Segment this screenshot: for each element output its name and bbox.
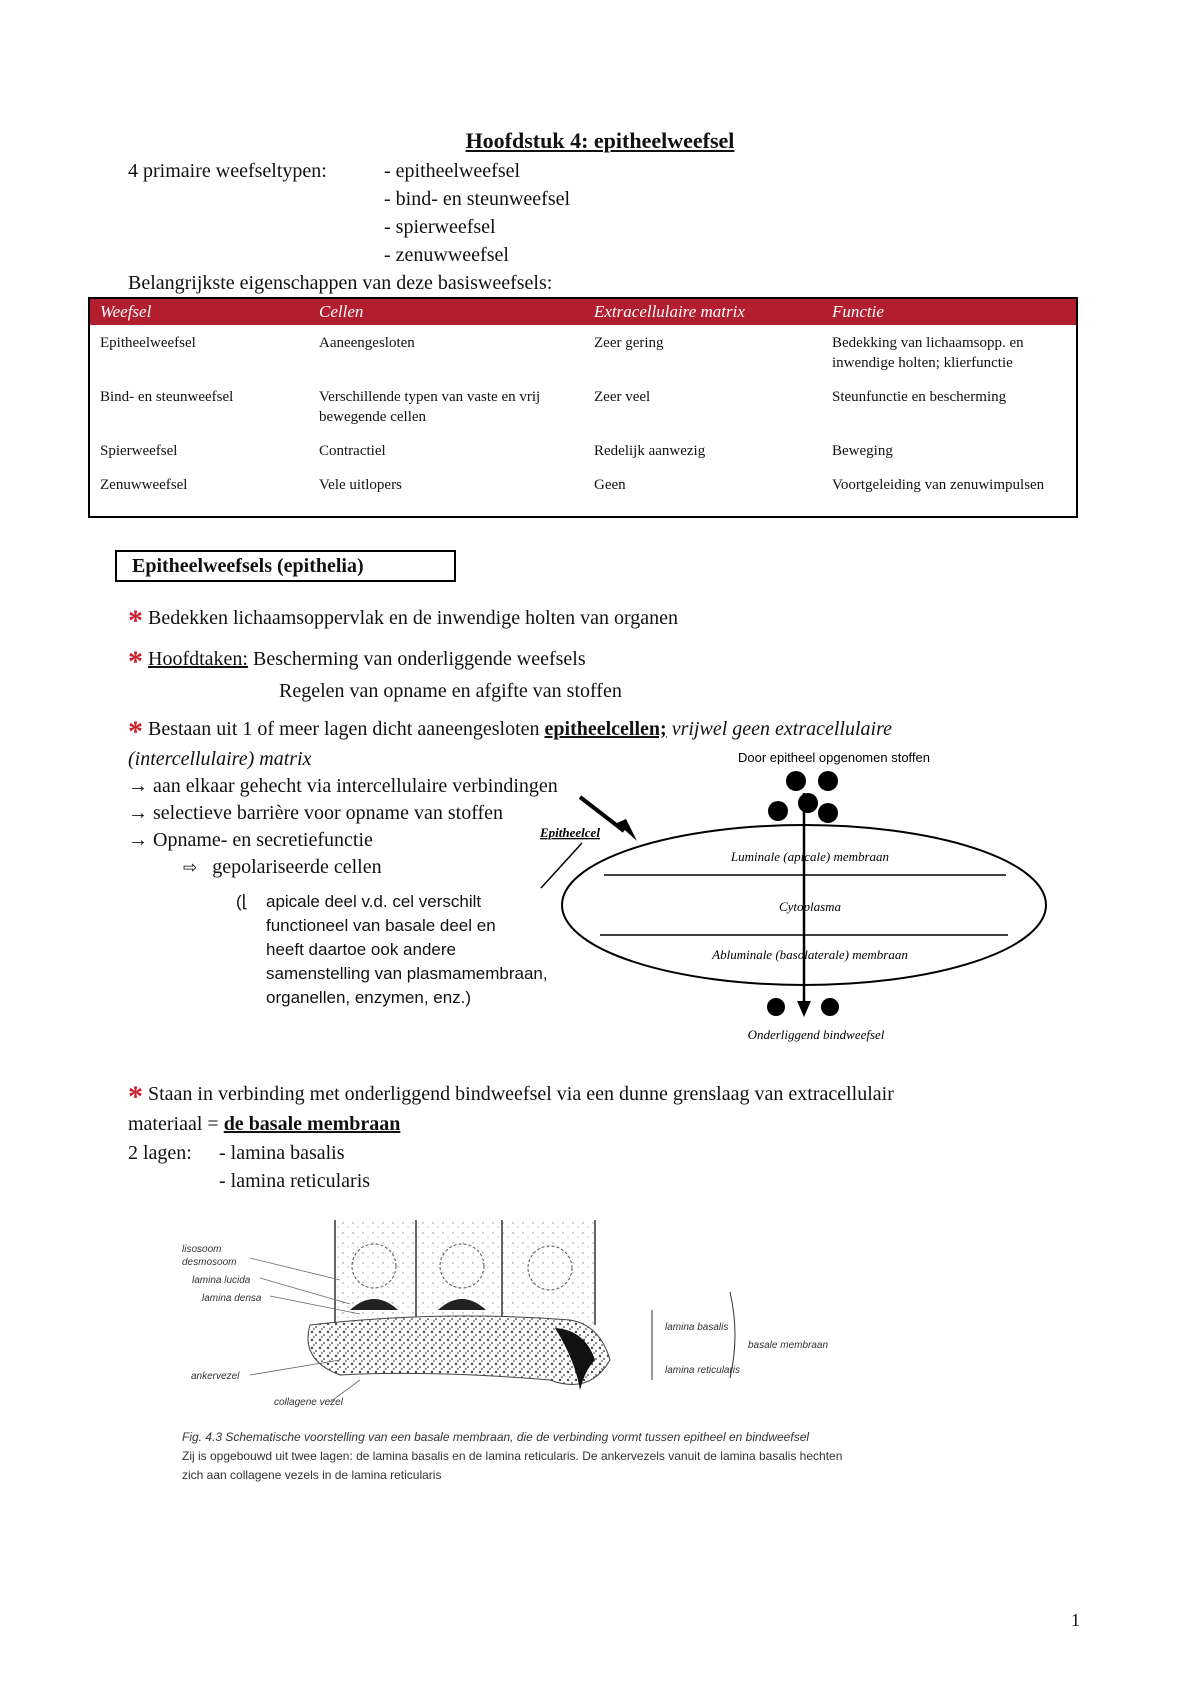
table-cell: Steunfunctie en bescherming: [832, 389, 1007, 405]
molecule-dot: [818, 803, 838, 823]
abluminal-label: Abluminale (basolaterale) membraan: [712, 947, 908, 962]
basale-membraan-term: de basale membraan: [223, 1113, 401, 1135]
fig-label-left: desmosoom: [182, 1257, 237, 1268]
table-cell: Zeer veel: [594, 389, 651, 405]
note-line: apicale deel v.d. cel verschilt: [266, 892, 482, 911]
top-label: Door epitheel opgenomen stoffen: [737, 750, 931, 765]
bullet-1: [128, 604, 678, 638]
polar-line: [183, 856, 382, 879]
table-cell: Beweging: [832, 443, 893, 459]
table-row: [89, 467, 1077, 517]
molecule-dot: [786, 771, 806, 791]
section-heading: Epitheelweefsels (epithelia): [115, 550, 456, 582]
molecule-dot: [821, 998, 839, 1016]
note-line: samenstelling van plasmamembraan,: [266, 964, 548, 983]
star-icon: *: [128, 1080, 143, 1113]
bracket-icon: (⌊: [236, 892, 249, 911]
header-matrix: Extracellulaire matrix: [584, 298, 822, 325]
type-item: - bind- en steunweefsel: [384, 188, 571, 210]
bullet-2-line-2: Regelen van opname en afgifte van stoffen: [279, 680, 622, 702]
header-functie: Functie: [822, 298, 1077, 325]
luminal-label: Luminale (apicale) membraan: [730, 849, 890, 864]
header-cellen: Cellen: [309, 298, 584, 325]
bullet-3: [128, 715, 892, 749]
arrow-line-1: → aan elkaar gehecht via intercellulaire verbindingen: [128, 775, 558, 797]
fig-label-left: ankervezel: [191, 1371, 240, 1382]
table-cell: Zeer gering: [594, 335, 664, 351]
table-cell: Vele uitlopers: [319, 477, 402, 493]
star-icon: *: [128, 604, 143, 637]
type-item: - zenuwweefsel: [384, 244, 509, 266]
transport-arrow-head: [797, 1001, 811, 1017]
arrow-line-3: → Opname- en secretiefunctie: [128, 829, 373, 851]
note-line: heeft daartoe ook andere: [266, 940, 456, 959]
fig-label-right: lamina reticularis: [665, 1365, 741, 1376]
fig-label-left: lamina lucida: [192, 1275, 251, 1286]
layer-item: - lamina basalis: [219, 1142, 345, 1164]
basal-membrane-figure: [182, 1210, 970, 1460]
bullet-4: [128, 1080, 894, 1114]
header-weefsel: Weefsel: [89, 298, 309, 325]
type-item: - spierweefsel: [384, 216, 496, 238]
table-row: [89, 433, 1077, 467]
note-line: organellen, enzymen, enz.): [266, 988, 472, 1007]
bullet-2-text: Bescherming van onderliggende weefsels: [252, 648, 586, 670]
fig-label-right: lamina basalis: [665, 1322, 729, 1333]
tissue-properties-table: [88, 297, 1078, 518]
epitheelcel-label: Epitheelcel: [540, 825, 600, 840]
table-row: [89, 325, 1077, 379]
bullet-4-text: Staan in verbinding met onderliggend bindweefsel via een dunne grenslaag van extracellulair: [148, 1083, 894, 1105]
table-cell: Voortgeleiding van zenuwimpulsen: [832, 477, 1045, 493]
bullet-3-text: Bestaan uit 1 of meer lagen dicht aaneengesloten: [148, 718, 545, 740]
bullet-1-text: Bedekken lichaamsoppervlak en de inwendige holten van organen: [148, 607, 679, 629]
page-title: Hoofdstuk 4: epitheelweefsel: [465, 128, 735, 153]
table-cell: Contractiel: [319, 443, 386, 459]
note-line: functioneel van basale deel en: [266, 916, 496, 935]
figure-caption-2: Zij is opgebouwd uit twee lagen: de lamina basalis en de lamina reticularis. De ankervezels vanuit de lamina basalis hechten: [182, 1449, 843, 1463]
molecule-dot: [768, 801, 788, 821]
epithelial-cells: [335, 1220, 595, 1330]
table-cell: Redelijk aanwezig: [594, 443, 706, 459]
hoofdtaken-label: Hoofdtaken:: [148, 648, 248, 670]
type-item: - epitheelweefsel: [384, 160, 521, 182]
molecule-dot: [767, 998, 785, 1016]
table-header-row: [89, 298, 1077, 325]
figure-caption-3: zich aan collagene vezels in de lamina reticularis: [182, 1468, 442, 1482]
table-cell: Bedekking van lichaamsopp. en inwendige holten; klierfunctie: [832, 335, 1024, 371]
figure-caption-1: Fig. 4.3 Schematische voorstelling van een basale membraan, die de verbinding vormt tussen epitheel en bindweefsel: [182, 1430, 810, 1444]
hollow-arrow-icon: ⇨: [183, 858, 198, 878]
intro-label: 4 primaire weefseltypen:: [128, 160, 327, 182]
star-icon: *: [128, 715, 143, 748]
table-cell: Aaneengesloten: [319, 335, 415, 351]
table-cell: Spierweefsel: [100, 443, 178, 459]
epitheelcellen-term: epitheelcellen;: [544, 718, 667, 740]
table-row: [89, 379, 1077, 433]
layer-item: - lamina reticularis: [219, 1170, 371, 1192]
arrow-line-2: → selectieve barrière voor opname van stoffen: [128, 802, 504, 824]
bullet-4-text-2: materiaal =: [128, 1113, 224, 1135]
table-cell: Epitheelweefsel: [100, 335, 196, 351]
layers-label: 2 lagen:: [128, 1142, 192, 1164]
star-icon: *: [128, 645, 143, 678]
fig-label-left: collagene vezel: [274, 1397, 343, 1408]
table-cell: Zenuwweefsel: [100, 477, 188, 493]
page-number: 1: [1071, 1610, 1080, 1630]
bullet-3-line-2: (intercellulaire) matrix: [128, 748, 312, 770]
fig-label-left: lamina densa: [202, 1293, 262, 1304]
table-intro: Belangrijkste eigenschappen van deze basisweefsels:: [128, 272, 553, 294]
table-cell: Geen: [594, 477, 626, 493]
fig-label-right: basale membraan: [748, 1340, 829, 1351]
polar-text: gepolariseerde cellen: [212, 856, 382, 878]
molecule-dot: [818, 771, 838, 791]
table-cell: Verschillende typen van vaste en vrij bewegende cellen: [319, 389, 541, 425]
bottom-label: Onderliggend bindweefsel: [747, 1027, 885, 1042]
bullet-2: [128, 645, 586, 679]
molecule-dot: [798, 793, 818, 813]
epithelial-cell-diagram: [540, 745, 1100, 1045]
bullet-4-line-2: [128, 1113, 400, 1136]
fig-label-left: lisosoom: [182, 1244, 222, 1255]
bullet-3-italic: vrijwel geen extracellulaire: [666, 718, 892, 740]
epitheelcel-pointer: [541, 843, 582, 888]
table-cell: Bind- en steunweefsel: [100, 389, 234, 405]
lamina-reticularis: [308, 1316, 610, 1385]
cytoplasma-label: Cytoplasma: [778, 899, 842, 914]
